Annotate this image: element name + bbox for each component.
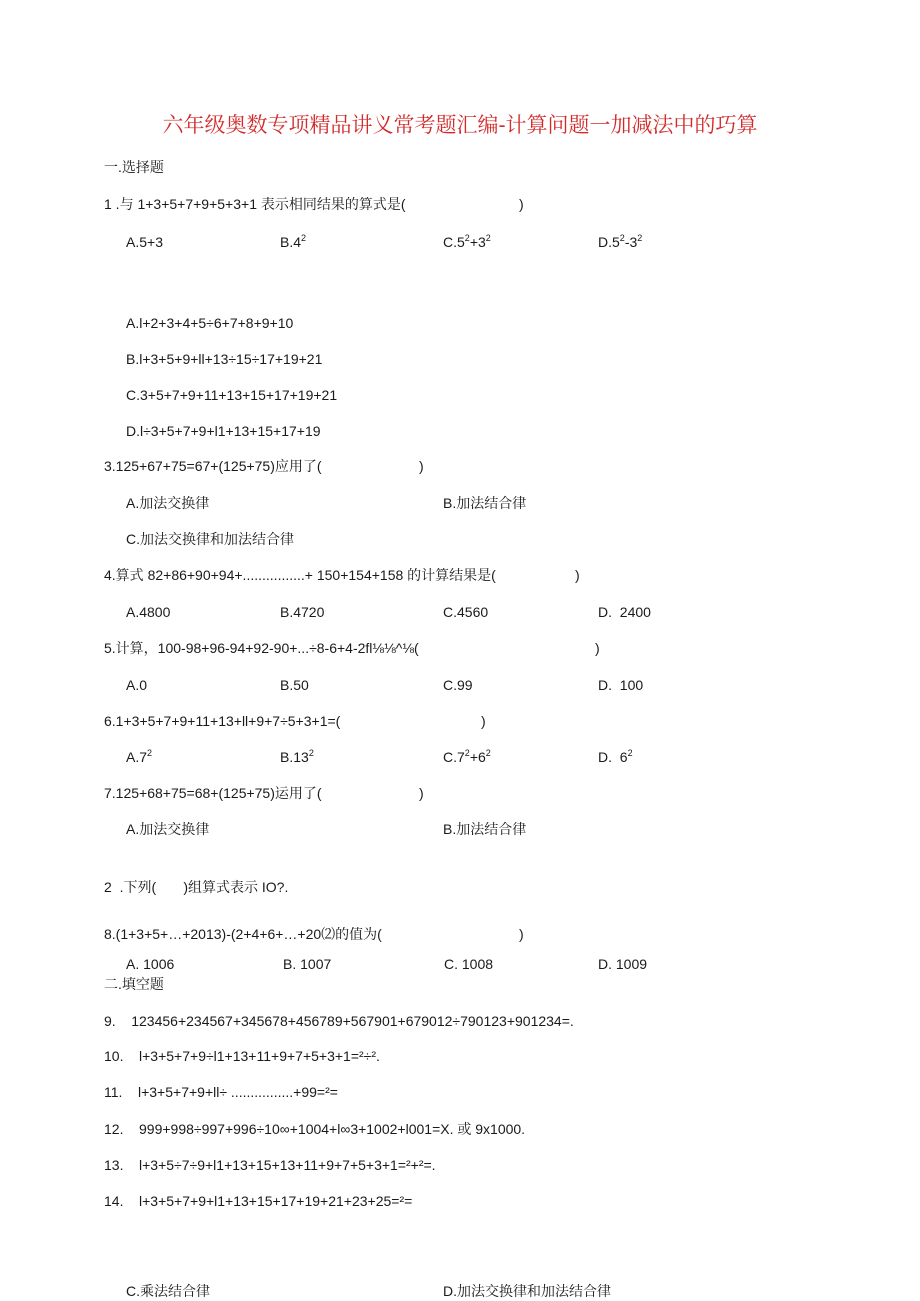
q6-option-d: D. $6^2$ [598,748,633,765]
q8-option-a: A. 1006 [126,956,175,972]
list-option-b: B.l+3+5+9+ll+13÷15÷17+19+21 [126,351,323,367]
list-option-a: A.l+2+3+4+5÷6+7+8+9+10 [126,315,294,331]
q1-stem: 1 .与 1+3+5+7+9+5+3+1 表示相同结果的算式是( [104,196,406,212]
q5-option-b: B.50 [280,677,309,693]
q6-option-b: $B.13^2$ [280,748,314,765]
q5-option-c: C.99 [443,677,473,693]
q5-close: ) [595,640,600,656]
fill-q9: 9. 123456+234567+345678+456789+567901+679012÷790123+901234=. [104,1013,574,1029]
q4-option-c: C.4560 [443,604,489,620]
q6-option-a: $A.7^2$ [126,748,153,765]
q6-option-c: $C.7^2+6^2$ [443,748,491,765]
q7-stem: 7.125+68+75=68+(125+75)运用了( [104,785,322,801]
list-option-d: D.l÷3+5+7+9+l1+13+15+17+19 [126,423,321,439]
q1-option-b: $B.4^2$ [280,233,307,250]
q4-close: ) [575,567,580,583]
footer-option-d: D.加法交换律和加法结合律 [443,1283,611,1299]
q4-option-d: D. 2400 [598,604,651,620]
q8-option-d: D. 1009 [598,956,648,972]
q4-stem: 4.算式 82+86+90+94+................+ 150+154+158 的计算结果是( [104,567,496,583]
q7-option-a: A.加法交换律 [126,821,210,837]
section-choice-heading: 一.选择题 [104,159,164,175]
fill-q10: 10. l+3+5+7+9÷l1+13+11+9+7+5+3+1=²÷². [104,1048,380,1064]
q3-stem: 3.125+67+75=67+(125+75)应用了( [104,458,322,474]
q7-close: ) [419,785,424,801]
q7-option-b: B.加法结合律 [443,821,527,837]
q3-option-c: C.加法交换律和加法结合律 [126,531,294,547]
q8-option-b: B. 1007 [283,956,332,972]
q4-option-b: B.4720 [280,604,325,620]
q1-option-c: $C.5^2+3^2$ [443,233,491,250]
q4-option-a: A.4800 [126,604,171,620]
document-title: 六年级奥数专项精品讲义常考题汇编-计算问题一加减法中的巧算 [162,113,758,137]
q5-option-a: A.0 [126,677,148,693]
q1-option-a: A.5+3 [126,234,163,250]
q5-option-d: D. 100 [598,677,644,693]
q3-option-b: B.加法结合律 [443,495,527,511]
q6-close: ) [481,713,486,729]
q6-stem: 6.1+3+5+7+9+11+13+ll+9+7÷5+3+1=( [104,713,341,729]
fill-q14: 14. l+3+5+7+9+l1+13+15+17+19+21+23+25=²= [104,1193,413,1209]
q1-option-d: $D.5^2-3^2$ [598,233,643,250]
q8-close: ) [519,926,524,942]
q3-option-a: A.加法交换律 [126,495,210,511]
q3-close: ) [419,458,424,474]
section-fill-heading: 二.填空题 [104,976,164,992]
q5-stem: 5.计算，100-98+96-94+92-90+...÷8-6+4-2fl⅛⅛^⅛( [104,640,419,656]
fill-q12: 12. 999+998÷997+996÷10∞+1004+l∞3+1002+l001=X. 或 9x1000. [104,1121,526,1137]
fill-q13: 13. l+3+5÷7÷9+l1+13+15+13+11+9+7+5+3+1=²+²=. [104,1157,436,1173]
list-option-c: C.3+5+7+9+11+13+15+17+19+21 [126,387,338,403]
q8-stem: 8.(1+3+5+…+2013)-(2+4+6+…+20⑵的值为( [104,926,382,942]
q8-option-c: C. 1008 [444,956,494,972]
footer-option-c: C.乘法结合律 [126,1283,210,1299]
q1-close: ) [519,196,524,212]
q2-stem: 2 .下列( )组算式表示 IO?. [104,879,289,895]
fill-q11: 11. l+3+5+7+9+ll÷ ................+99=²= [104,1084,338,1100]
